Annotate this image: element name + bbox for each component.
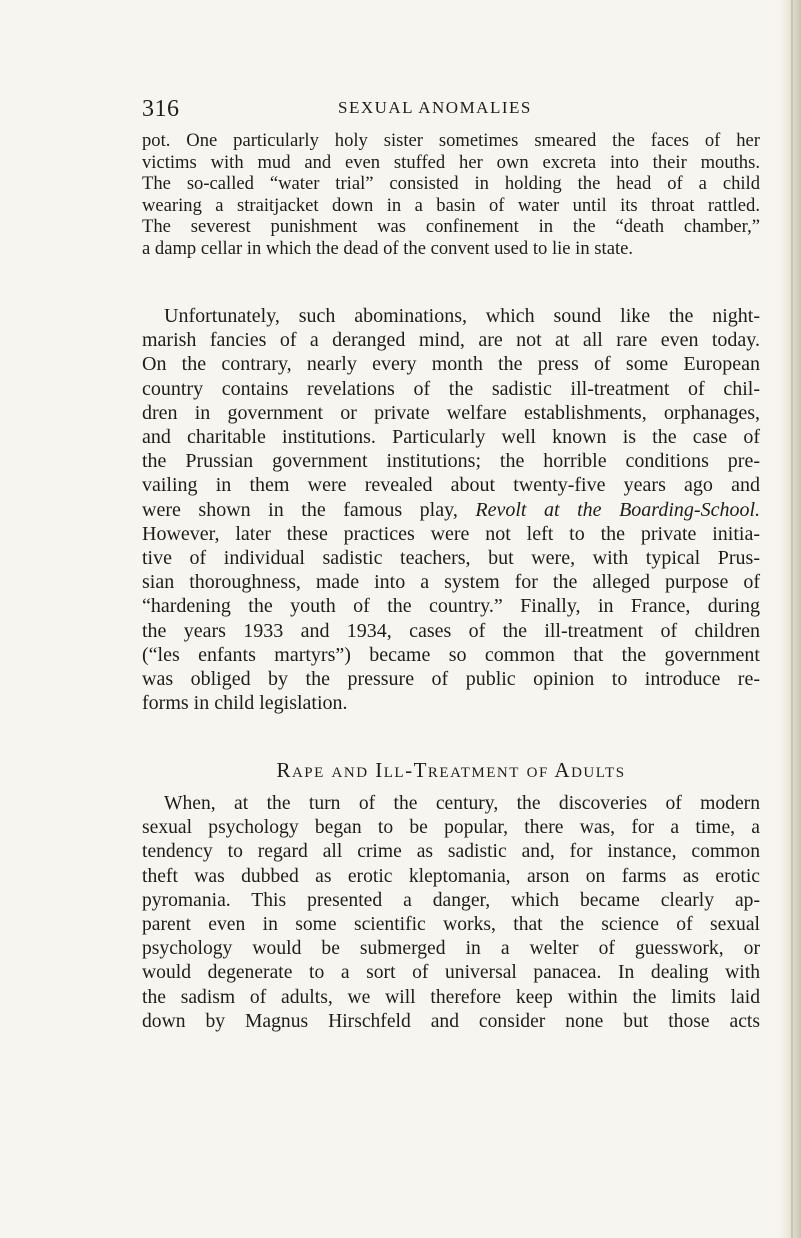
text-line: vailing in them were revealed about twenty-five years ago and <box>142 474 760 497</box>
page-edge-shadow <box>779 0 801 1238</box>
text-line: tendency to regard all crime as sadistic and, for instance, common <box>142 841 760 863</box>
text-line: wearing a straitjacket down in a basin of water until its throat rattled. <box>142 194 760 216</box>
text-line-start: were shown in the famous play, <box>142 498 458 521</box>
paragraph-3 <box>142 792 760 1034</box>
text-line: down by Magnus Hirschfeld and consider none but those acts <box>142 1010 760 1032</box>
paragraph-2 <box>142 304 760 715</box>
text-line: The severest punishment was confinement in the “death chamber,” <box>142 216 760 238</box>
text-line: “hardening the youth of the country.” Finally, in France, during <box>142 595 760 618</box>
text-line: parent even in some scientific works, that the science of sexual <box>142 914 760 936</box>
text-line: country contains revelations of the sadistic ill-treatment of chil- <box>142 377 760 400</box>
text-line: The so-called “water trial” consisted in holding the head of a child <box>142 173 760 195</box>
play-title: Revolt at the Boarding-School. <box>475 498 760 521</box>
text-line: victims with mud and even stuffed her own excreta into their mouths. <box>142 151 760 173</box>
text-line: sexual psychology began to be popular, there was, for a time, a <box>142 817 760 839</box>
text-line: tive of individual sadistic teachers, but were, with typical Prus- <box>142 547 760 570</box>
text-line: marish fancies of a deranged mind, are not at all rare even today. <box>142 329 760 352</box>
text-line: the years 1933 and 1934, cases of the ill-treatment of children <box>142 619 760 642</box>
text-line: psychology would be submerged in a welter of guesswork, or <box>142 938 760 960</box>
text-line: the sadism of adults, we will therefore keep within the limits laid <box>142 986 760 1008</box>
text-line: the Prussian government institutions; the horrible conditions pre- <box>142 450 760 473</box>
text-line: would degenerate to a sort of universal panacea. In dealing with <box>142 962 760 984</box>
text-line: a damp cellar in which the dead of the convent used to lie in state. <box>142 237 634 259</box>
page-edge-line <box>791 0 793 1238</box>
text-line: forms in child legislation. <box>142 692 348 715</box>
text-line: When, at the turn of the century, the discoveries of modern <box>164 793 760 814</box>
paragraph-1 <box>142 130 760 260</box>
page-number: 316 <box>142 96 180 122</box>
section-heading: Rape and Ill-Treatment of Adults <box>276 758 626 782</box>
running-head: SEXUAL ANOMALIES <box>338 98 532 117</box>
text-line: On the contrary, nearly every month the press of some European <box>142 353 760 376</box>
text-line: dren in government or private welfare establishments, orphanages, <box>142 401 760 424</box>
page-header <box>142 96 762 126</box>
text-line: theft was dubbed as erotic kleptomania, arson on farms as erotic <box>142 865 760 887</box>
text-line <box>142 498 760 522</box>
text-line: and charitable institutions. Particularly well known is the case of <box>142 426 760 449</box>
text-line: pot. One particularly holy sister sometimes smeared the faces of her <box>142 130 760 151</box>
text-line: Unfortunately, such abominations, which sound like the night- <box>164 305 760 327</box>
text-line: pyromania. This presented a danger, which became clearly ap- <box>142 889 760 911</box>
text-line: sian thoroughness, made into a system for the alleged purpose of <box>142 571 760 594</box>
text-line: (“les enfants martyrs”) became so common that the government <box>142 643 760 666</box>
text-line: was obliged by the pressure of public opinion to introduce re- <box>142 668 760 691</box>
text-line: However, later these practices were not left to the private initia- <box>142 522 760 545</box>
